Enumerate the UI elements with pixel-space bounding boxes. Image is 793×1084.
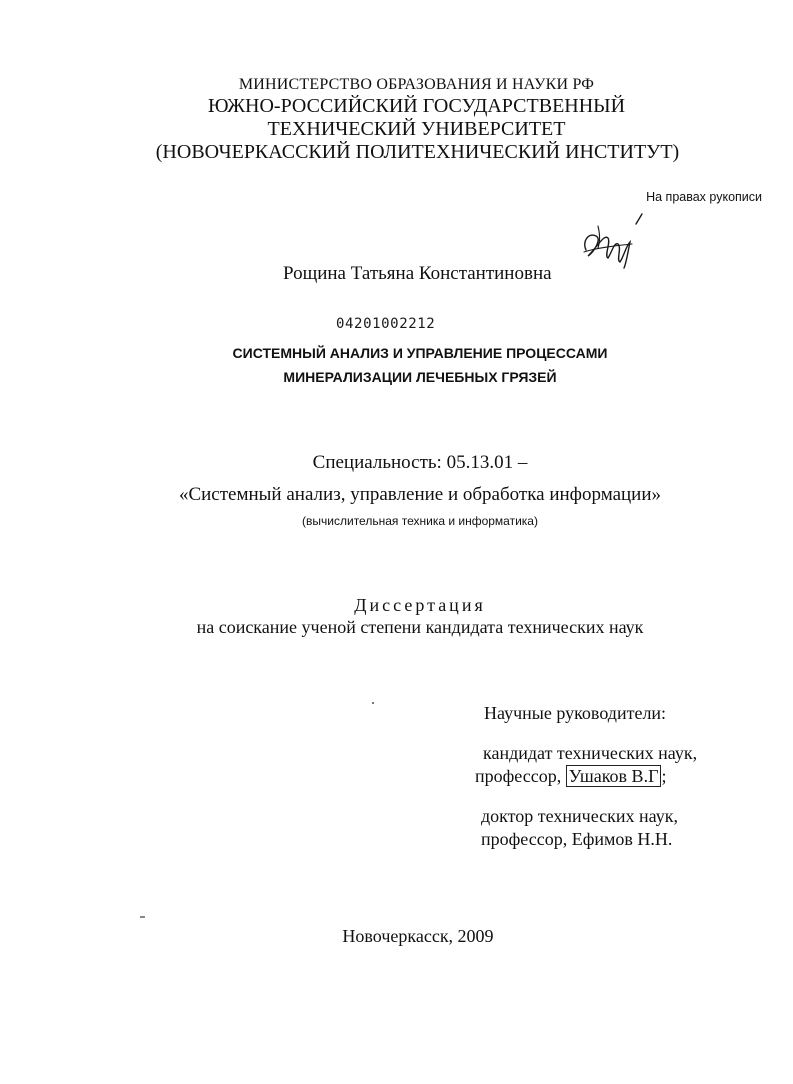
scan-speck [372,702,374,704]
registration-code: 04201002212 [336,316,436,332]
city-year: Новочеркасск, 2009 [342,926,494,946]
dissertation-title-line-1: СИСТЕМНЫЙ АНАЛИЗ И УПРАВЛЕНИЕ ПРОЦЕССАМИ [232,345,608,361]
manuscript-rights-note: На правах рукописи [646,190,762,204]
university-name-line-2: ТЕХНИЧЕСКИЙ УНИВЕРСИТЕТ [267,118,566,140]
author-name: Рощина Татьяна Константиновна [283,263,552,284]
degree-subtitle: на соискание ученой степени кандидата технических наук [196,617,644,637]
specialty-name: «Системный анализ, управление и обработка информации» [178,484,662,505]
university-name-line-3: (НОВОЧЕРКАССКИЙ ПОЛИТЕХНИЧЕСКИЙ ИНСТИТУТ) [155,141,680,163]
specialty-field: (вычислительная техника и информатика) [302,514,538,528]
university-name-line-1: ЮЖНО-РОССИЙСКИЙ ГОСУДАРСТВЕННЫЙ [207,95,626,117]
scan-speck [140,916,145,918]
dissertation-title-line-2: МИНЕРАЛИЗАЦИИ ЛЕЧЕБНЫХ ГРЯЗЕЙ [283,369,557,385]
supervisor-1-suffix: ; [661,766,667,786]
supervisor-1-rank-name [475,766,667,787]
supervisor-1-degree: кандидат технических наук, [483,743,698,763]
handwritten-signature [578,212,648,274]
supervisor-2-degree: доктор технических наук, [481,806,678,826]
supervisor-1-name: Ушаков В.Г [566,765,662,787]
supervisor-1-rank: профессор, [475,766,562,786]
specialty-code: Специальность: 05.13.01 – [312,452,528,473]
supervisors-heading: Научные руководители: [484,703,667,723]
ministry-name: МИНИСТЕРСТВО ОБРАЗОВАНИЯ И НАУКИ РФ [238,76,595,93]
document-type: Диссертация [354,595,486,615]
supervisor-2-rank-name: профессор, Ефимов Н.Н. [481,829,673,849]
